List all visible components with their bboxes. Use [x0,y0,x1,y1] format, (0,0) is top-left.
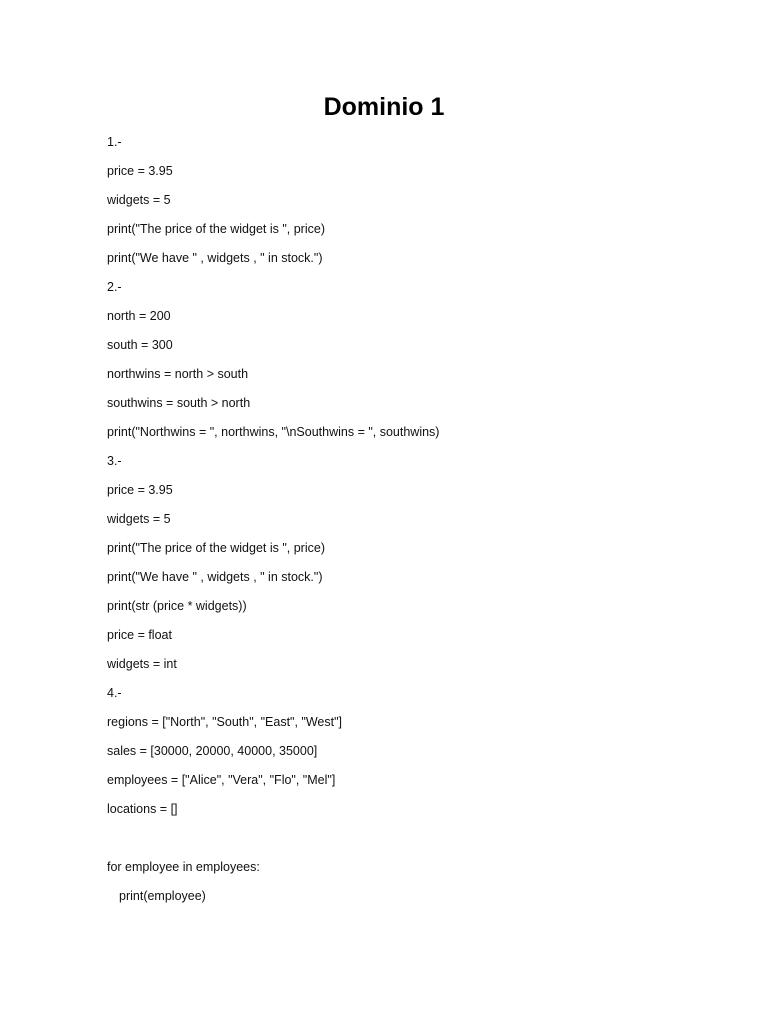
code-line: 4.- [107,686,122,700]
document-title: Dominio 1 [323,93,445,121]
code-line: regions = ["North", "South", "East", "West"] [107,715,343,729]
code-line: print("We have " , widgets , " in stock.") [107,570,323,584]
code-line: locations = [] [107,802,178,816]
code-line: widgets = int [107,657,177,671]
code-line: 1.- [107,135,122,149]
code-line: sales = [30000, 20000, 40000, 35000] [107,744,318,758]
code-line: north = 200 [107,309,171,323]
code-line: south = 300 [107,338,173,352]
code-line: widgets = 5 [107,193,171,207]
code-line: 2.- [107,280,122,294]
code-line: for employee in employees: [107,860,260,874]
code-line: employees = ["Alice", "Vera", "Flo", "Mel"] [107,773,336,787]
code-line: widgets = 5 [107,512,171,526]
code-line: price = float [107,628,172,642]
code-line: print(employee) [119,889,206,903]
code-line: northwins = north > south [107,367,249,381]
code-line: southwins = south > north [107,396,251,410]
code-line: print("Northwins = ", northwins, "\nSouthwins = ", southwins) [107,425,440,439]
code-line: 3.- [107,454,122,468]
code-line: print("The price of the widget is ", price) [107,541,325,555]
code-line: print(str (price * widgets)) [107,599,247,613]
code-line: print("We have " , widgets , " in stock.") [107,251,323,265]
code-line: price = 3.95 [107,483,173,497]
blank-line [107,827,727,856]
code-line: print("The price of the widget is ", price) [107,222,325,236]
code-line: price = 3.95 [107,164,173,178]
code-listing [107,131,727,914]
